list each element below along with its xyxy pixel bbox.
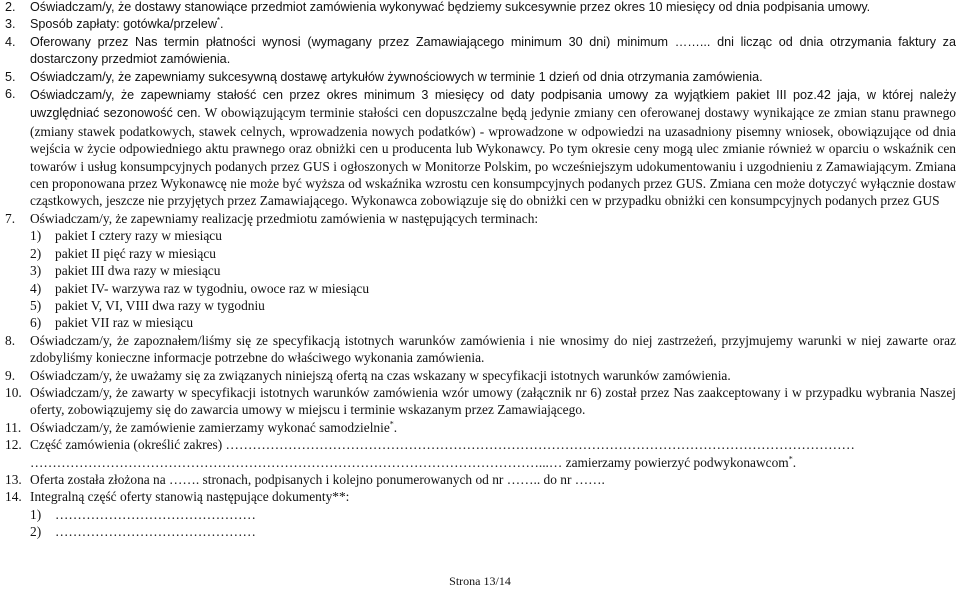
item-text-tail: . [393, 419, 398, 435]
list-item-13 [0, 471, 956, 488]
item-number: 8. [5, 332, 16, 348]
item-text-continued: W obowiązującym terminie stałości cen dopuszczalne będą jedynie zmiany cen oferowanej dostawy wynikające ze zmian stanu prawnego (zmiany stawek podatkowych, stawek celnych, wprowadzenia nowych podatków) - wprowadzone w odpowiedzi na uzasadniony pisemny wniosek, obowiązujące od dnia wejścia w życie odpowiedniego aktu prawnego oraz obniżki cen u producenta lub Wykonawcy. Po tym okresie ceny mogą ulec zmianie również w oparciu o wskaźnik cen towarów i usług konsumpcyjnych podanych przez GUS i ogłoszonych w Monitorze Polskim, po wcześniejszym udokumentowaniu i uzgodnieniu z Zamawiającym. Zmiana cen proponowana przez Wykonawcę nie może być wyższa od wskaźnika wzrostu cen konsumpcyjnych podanych przez GUS. Zmiana cen może dotyczyć wyłącznie dostaw cząstkowych, jeszcze nie przyjętych przez Zamawiającego. Wykonawca zobowiązuje się do obniżki cen w przypadku obniżki cen konsumpcyjnych podanych przez GUS [30, 105, 956, 209]
item-number: 10. [5, 384, 22, 400]
item-number: 12. [5, 437, 22, 453]
list-item-4 [0, 34, 956, 69]
page-footer: Strona 13/14 [449, 574, 511, 588]
sub-item-number: 4) [30, 280, 42, 296]
item-text: Oświadczam/y, że zapoznałem/liśmy się ze specyfikacją istotnych warunków zamówienia i nie wnosimy do niej zastrzeżeń, przyjmujemy warunki w niej zawarte oraz zdobyliśmy konieczne informacje potrzebne do właściwego wykonania zamówienia. [30, 332, 956, 366]
sub-item [30, 506, 956, 523]
item-number: 2. [5, 0, 16, 14]
list-item-12-continued [0, 454, 956, 471]
sub-item [30, 297, 956, 314]
item-text: Oświadczam/y, że zapewniamy stałość cen przez okres minimum 3 miesięcy od daty podpisania umowy za wyjątkiem pakiet III poz.42 jaja, w której należy uwzględniać sezonowość cen. [30, 88, 956, 121]
item-number: 9. [5, 367, 16, 383]
sub-item-text: pakiet IV- warzywa raz w tygodniu, owoce raz w miesiącu [55, 280, 370, 296]
list-item-6 [0, 86, 956, 210]
sub-item-number: 1) [30, 506, 42, 522]
item-text: Oświadczam/y, że zapewniamy realizację przedmiotu zamówienia w następujących terminach: [30, 210, 539, 226]
sub-item [30, 227, 956, 244]
list-item-12 [0, 436, 956, 453]
item-number: 7. [5, 210, 16, 226]
item-number: 6. [5, 87, 16, 102]
list-item-3 [0, 16, 956, 33]
item-number: 4. [5, 34, 16, 49]
item-text: ……………………………………………………………………………………………………...… zamierzamy powierzyć podwykonawcom [30, 454, 789, 470]
item-number: 5. [5, 69, 16, 84]
item-text: Część zamówienia (określić zakres) …………………………………………………………………………………………………………………………… [30, 437, 855, 453]
item-text-tail: . [220, 17, 224, 32]
sub-item-text: pakiet VII raz w miesiącu [55, 315, 194, 331]
item-text: Oświadczam/y, że zawarty w specyfikacji istotnych warunków zamówienia wzór umowy (załącznik nr 6) został przez Nas zaakceptowany i w przypadku wybrania Naszej oferty, zobowiązujemy się do zawarcia umowy w miejscu i terminie wskazanym przez Zamawiającego. [30, 384, 956, 418]
list-item-2 [0, 0, 956, 16]
item-text: Integralną część oferty stanowią następujące dokumenty**: [30, 489, 350, 505]
sub-item [30, 245, 956, 262]
list-item-9 [0, 367, 956, 384]
sub-item-text: pakiet V, VI, VIII dwa razy w tygodniu [55, 297, 265, 313]
sub-item-text: pakiet I cztery razy w miesiącu [55, 228, 222, 244]
list-item-10 [0, 384, 956, 419]
sub-item-number: 5) [30, 297, 42, 313]
sub-item-text: ……………………………………… [55, 506, 256, 522]
sub-item-text: pakiet III dwa razy w miesiącu [55, 263, 221, 279]
item-text: Oświadczam/y, że uważamy się za związanych niniejszą ofertą na czas wskazany w specyfikacji istotnych warunków zamówienia. [30, 367, 731, 383]
sub-item-number: 3) [30, 263, 42, 279]
item-text: Oświadczam/y, że zapewniamy sukcesywną dostawę artykułów żywnościowych w terminie 1 dzień od dnia otrzymania zamówienia. [30, 69, 763, 84]
list-item-5 [0, 69, 956, 86]
item-number: 13. [5, 471, 22, 487]
sub-item-number: 6) [30, 315, 42, 331]
footnote-mark: * [389, 419, 394, 429]
list-item-11 [0, 419, 956, 436]
sub-item-number: 1) [30, 228, 42, 244]
item-number: 11. [5, 419, 22, 435]
sub-item-number: 2) [30, 245, 42, 261]
sub-item [30, 280, 956, 297]
item-text-tail: . [792, 454, 797, 470]
footnote-mark: * [216, 16, 221, 26]
sub-item-number: 2) [30, 524, 42, 540]
list-item-14 [0, 488, 956, 540]
item-text: Oświadczam/y, że dostawy stanowiące przedmiot zamówienia wykonywać będziemy sukcesywnie przez okres 10 miesięcy od dnia podpisania umowy. [30, 0, 871, 14]
item-number: 3. [5, 17, 16, 32]
sub-item-text: ……………………………………… [55, 524, 256, 540]
item-text: Oświadczam/y, że zamówienie zamierzamy wykonać samodzielnie [30, 419, 390, 435]
sub-item-text: pakiet II pięć razy w miesiącu [55, 245, 216, 261]
footnote-mark: * [788, 454, 793, 464]
sub-item [30, 314, 956, 331]
list-item-7 [0, 210, 956, 332]
list-item-8 [0, 332, 956, 367]
item-number: 14. [5, 489, 22, 505]
item-text: Oferowany przez Nas termin płatności wynosi (wymagany przez Zamawiającego minimum 30 dni) minimum ……... dni licząc od dnia otrzymania faktury za dostarczony przedmiot zamówienia. [30, 34, 956, 67]
item-text: Oferta została złożona na ……. stronach, podpisanych i kolejno ponumerowanych od nr …….. do nr ……. [30, 471, 605, 487]
item-text: Sposób zapłaty: gotówka/przelew [30, 17, 217, 32]
sub-item [30, 262, 956, 279]
sub-item [30, 523, 956, 540]
